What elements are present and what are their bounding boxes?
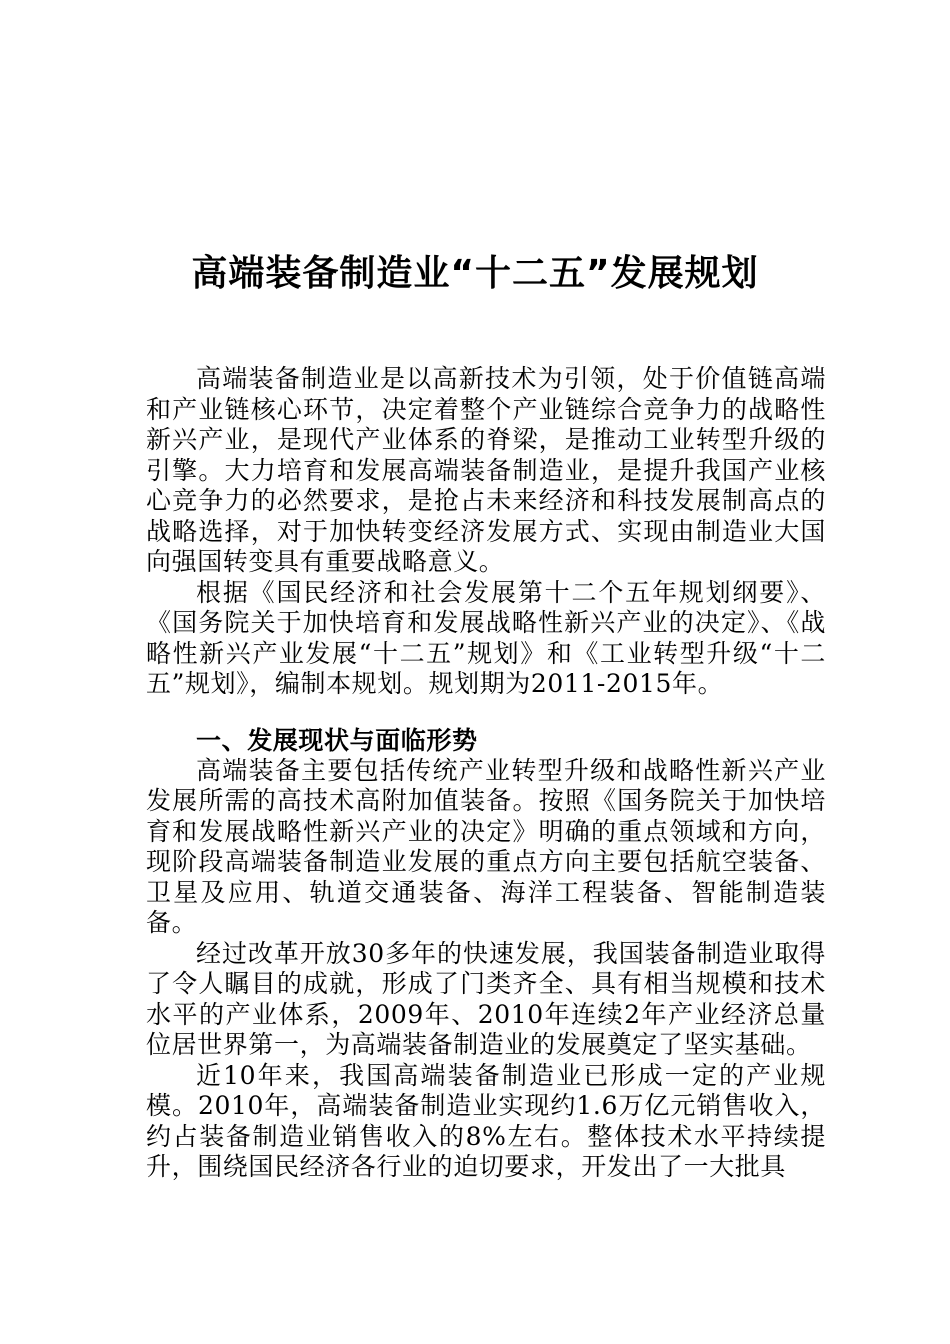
section-paragraph-1: 高端装备主要包括传统产业转型升级和战略性新兴产业发展所需的高技术高附加值装备。按照《国务院关于加快培育和发展战略性新兴产业的决定》明确的重点领域和方向，现阶段高端装备制造业发展的重点方向主要包括航空装备、卫星及应用、轨道交通装备、海洋工程装备、智能制造装备。: [146, 755, 826, 937]
intro-paragraph-1: 高端装备制造业是以高新技术为引领，处于价值链高端和产业链核心环节，决定着整个产业链综合竞争力的战略性新兴产业，是现代产业体系的脊梁，是推动工业转型升级的引擎。大力培育和发展高端装备制造业，是提升我国产业核心竞争力的必然要求，是抢占未来经济和科技发展制高点的战略选择，对于加快转变经济发展方式、实现由制造业大国向强国转变具有重要战略意义。: [146, 364, 826, 576]
document-body: [146, 364, 826, 1183]
document-title: 高端装备制造业“十二五”发展规划: [191, 253, 759, 294]
intro-paragraph-2: 根据《国民经济和社会发展第十二个五年规划纲要》、《国务院关于加快培育和发展战略性新兴产业的决定》、《战略性新兴产业发展“十二五”规划》和《工业转型升级“十二五”规划》，编制本规划。规划期为2011-2015年。: [146, 577, 826, 698]
section-heading: 一、发展现状与面临形势: [196, 725, 478, 755]
section-paragraph-2: 经过改革开放30多年的快速发展，我国装备制造业取得了令人瞩目的成就，形成了门类齐全、具有相当规模和技术水平的产业体系，2009年、2010年连续2年产业经济总量位居世界第一，为高端装备制造业的发展奠定了坚实基础。: [146, 938, 826, 1059]
section-paragraph-3: 近10年来，我国高端装备制造业已形成一定的产业规模。2010年，高端装备制造业实现约1.6万亿元销售收入，约占装备制造业销售收入的8%左右。整体技术水平持续提升，围绕国民经济各行业的迫切要求，开发出了一大批具: [146, 1060, 826, 1181]
